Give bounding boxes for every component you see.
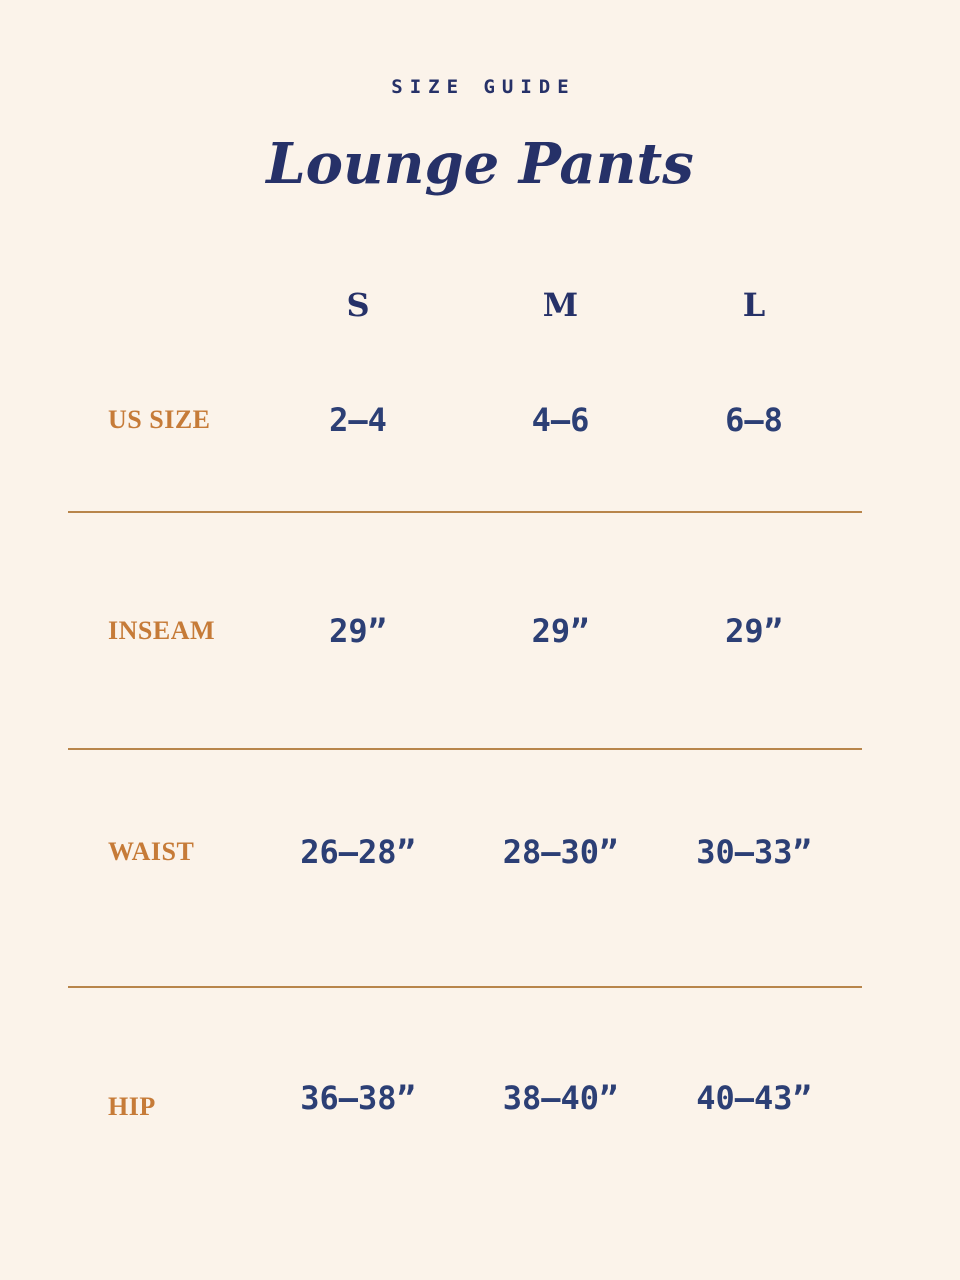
cell-hip-l: 40–43”	[696, 1079, 812, 1117]
table-row-waist	[68, 750, 862, 986]
table-row-us-size	[68, 328, 862, 511]
table-header-row	[68, 282, 862, 328]
row-label-us-size: US SIZE	[108, 404, 211, 434]
cell-inseam-s: 29”	[329, 611, 387, 650]
cell-inseam-l: 29”	[725, 611, 783, 650]
cell-hip-m: 38–40”	[502, 1079, 619, 1117]
cell-waist-s: 26–28”	[300, 833, 416, 871]
cell-waist-m: 28–30”	[502, 833, 619, 871]
cell-us-size-s: 2–4	[329, 400, 387, 439]
column-header-m: M	[542, 286, 579, 324]
cell-waist-l: 30–33”	[696, 833, 812, 871]
row-label-waist: WAIST	[108, 837, 195, 866]
size-guide-label: SIZE GUIDE	[391, 76, 576, 98]
page-title: Lounge Pants	[266, 131, 694, 197]
column-header-l: L	[742, 286, 766, 324]
row-label-inseam: INSEAM	[108, 615, 216, 645]
column-header-s: S	[346, 286, 370, 324]
cell-us-size-l: 6–8	[725, 400, 783, 439]
size-table	[68, 282, 862, 1208]
cell-hip-s: 36–38”	[300, 1079, 416, 1117]
cell-inseam-m: 29”	[531, 611, 590, 650]
table-row-hip	[68, 988, 862, 1208]
row-label-hip: HIP	[108, 1092, 156, 1121]
table-row-inseam	[68, 513, 862, 748]
cell-us-size-m: 4–6	[531, 400, 590, 439]
